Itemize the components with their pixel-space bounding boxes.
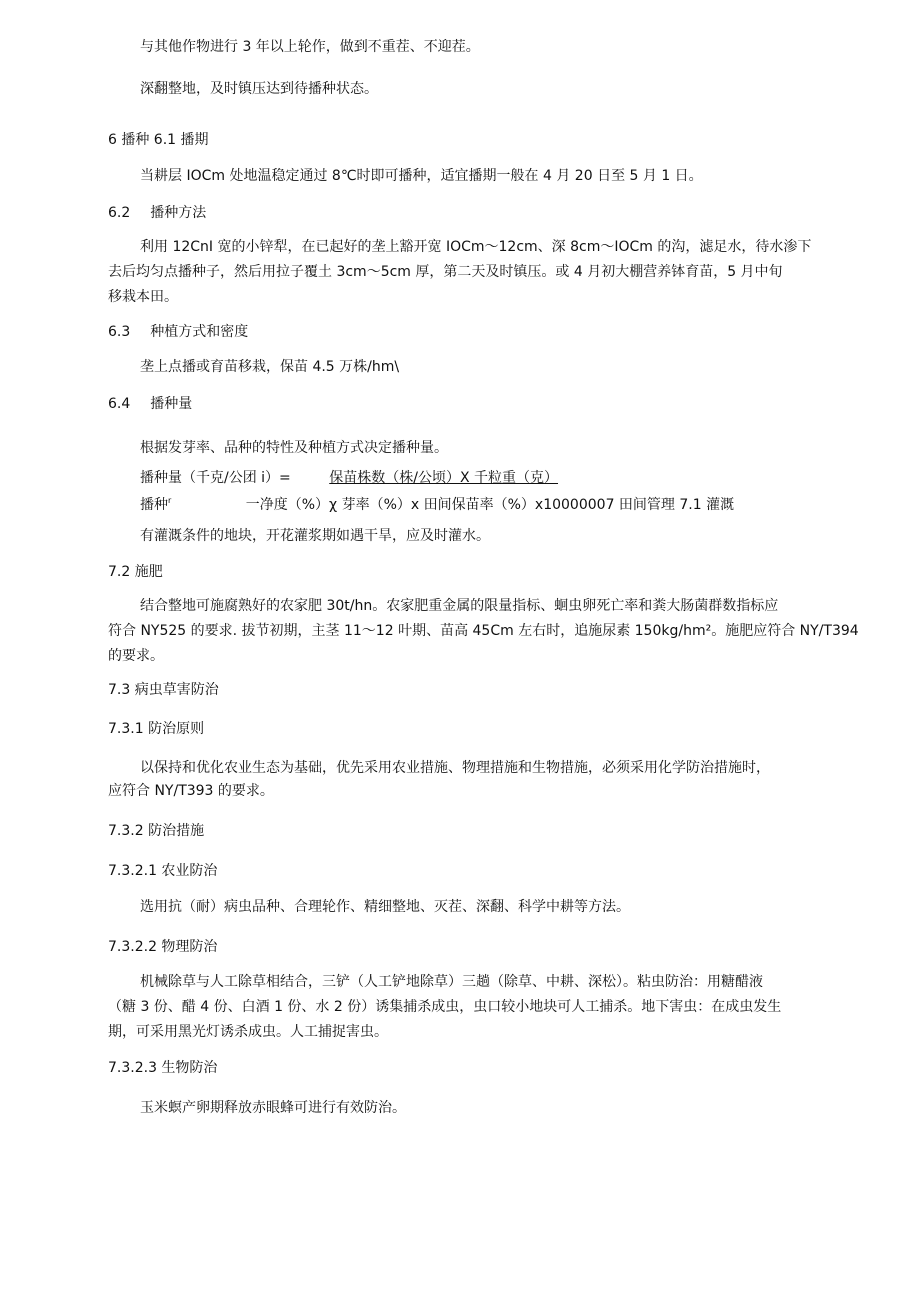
- paragraph-fertilizer-2: 符合 NY525 的要求. 拔节初期，主茎 11～12 叶期、苗高 45Cm 左右时，追施尿素 150kg/hm²。施肥应符合 NY/T394: [108, 623, 859, 639]
- heading-6-2: [108, 202, 840, 225]
- paragraph-irrigation: 有灌溉条件的地块，开花灌浆期如遇干旱，应及时灌水。: [140, 528, 490, 544]
- paragraph-fertilizer-3: 的要求。: [108, 648, 164, 664]
- heading-7-3-1: 7.3.1 防治原则: [108, 721, 205, 737]
- paragraph-tillage: 深翻整地，及时镇压达到待播种状态。: [140, 81, 378, 97]
- paragraph-fertilizer-1: 结合整地可施腐熟好的农家肥 30t/hn。农家肥重金属的限量指标、蛔虫卵死亡率和粪大肠菌群数指标应: [140, 598, 779, 614]
- formula-numerator: 保苗株数（株/公顷）X 千粒重（克）: [329, 470, 559, 486]
- heading-6-sowing: 6 播种 6.1 播期: [108, 132, 209, 148]
- heading-7-3-2-2: 7.3.2.2 物理防治: [108, 939, 218, 955]
- heading-number: 6.3: [108, 324, 131, 340]
- formula-denominator: 一净度（%）χ 芽率（%）x 田间保苗率（%）x10000007 田间管理 7.1 灌溉: [245, 497, 735, 513]
- heading-number: 6.2: [108, 205, 131, 221]
- heading-title: 种植方式和密度: [150, 324, 249, 340]
- heading-7-3-2: 7.3.2 防治措施: [108, 823, 205, 839]
- paragraph-physical-control-1: 机械除草与人工除草相结合，三铲（人工铲地除草）三趟（除草、中耕、深松）。粘虫防治：用糖醋液: [140, 974, 763, 990]
- heading-6-4: [108, 393, 840, 416]
- paragraph-sowing-method-2: 去后均匀点播种子，然后用拉子覆土 3cm～5cm 厚，第二天及时镇压。或 4 月初大棚营养钵育苗，5 月中旬: [108, 264, 783, 280]
- formula-line-1: [140, 467, 840, 490]
- paragraph-biological-control: 玉米螟产卵期释放赤眼蜂可进行有效防治。: [140, 1100, 406, 1116]
- paragraph-principle-2: 应符合 NY/T393 的要求。: [108, 783, 274, 799]
- paragraph-principle-1: 以保持和优化农业生态为基础，优先采用农业措施、物理措施和生物措施，必须采用化学防治措施时，: [140, 760, 770, 776]
- formula-label: 播种量（千克/公团 i）=: [140, 470, 291, 486]
- heading-7-3-2-3: 7.3.2.3 生物防治: [108, 1060, 218, 1076]
- paragraph-sowing-method-1: 利用 12CnI 宽的小锌犁，在已起好的垄上豁开宽 IOCm～12cm、深 8cm～IOCm 的沟，滤足水，待水渗下: [140, 239, 812, 255]
- formula-line-2: [140, 489, 840, 517]
- paragraph-sowing-method-3: 移栽本田。: [108, 289, 178, 305]
- heading-title: 播种量: [150, 396, 193, 412]
- paragraph-rotation: 与其他作物进行 3 年以上轮作，做到不重茬、不迎茬。: [140, 39, 480, 55]
- heading-7-3-2-1: 7.3.2.1 农业防治: [108, 863, 218, 879]
- heading-6-3: [108, 321, 840, 344]
- paragraph-agricultural-control: 选用抗（耐）病虫品种、合理轮作、精细整地、灭茬、深翻、科学中耕等方法。: [140, 899, 630, 915]
- heading-number: 6.4: [108, 396, 131, 412]
- paragraph-physical-control-3: 期，可采用黑光灯诱杀成虫。人工捕捉害虫。: [108, 1024, 388, 1040]
- heading-7-3: 7.3 病虫草害防治: [108, 682, 219, 698]
- formula-label-2: 播种: [140, 497, 168, 513]
- paragraph-density: 垄上点播或育苗移栽，保苗 4.5 万株/hm\: [140, 359, 400, 375]
- paragraph-seed-amount: 根据发芽率、品种的特性及种植方式决定播种量。: [140, 440, 448, 456]
- heading-title: 播种方法: [150, 205, 207, 221]
- paragraph-physical-control-2: （糖 3 份、醋 4 份、白酒 1 份、水 2 份）诱集捕杀成虫，虫口较小地块可人工捕杀。地下害虫：在成虫发生: [108, 999, 782, 1015]
- paragraph-sowing-time: 当耕层 IOCm 处地温稳定通过 8℃时即可播种，适宜播期一般在 4 月 20 日至 5 月 1 日。: [140, 168, 703, 184]
- formula-superscript: r: [168, 496, 172, 505]
- heading-7-2: 7.2 施肥: [108, 564, 163, 580]
